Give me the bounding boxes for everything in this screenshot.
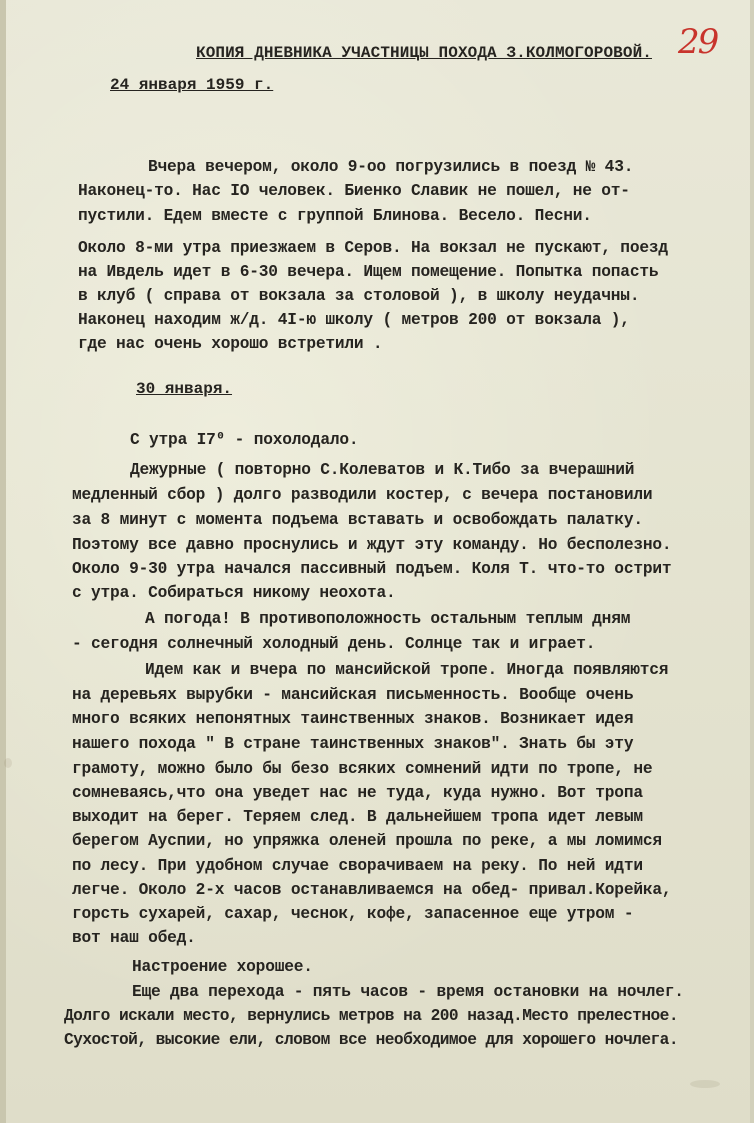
page-edge-right — [750, 0, 754, 1123]
text-line: Сухостой, высокие ели, словом все необходимое для хорошего ночлега. — [64, 1031, 678, 1049]
page-edge-shadow — [0, 0, 6, 1123]
text-line: горсть сухарей, сахар, чеснок, кофе, запасенное еще утром - — [72, 905, 634, 923]
text-line: Около 8-ми утра приезжаем в Серов. На вокзал не пускают, поезд — [78, 239, 668, 257]
document-title: КОПИЯ ДНЕВНИКА УЧАСТНИЦЫ ПОХОДА З.КОЛМОГОРОВОЙ. — [196, 44, 652, 62]
text-line: на деревьях вырубки - мансийская письменность. Вообще очень — [72, 686, 634, 704]
text-line: С утра I7⁰ - похолодало. — [130, 431, 359, 449]
entry-date: 24 января 1959 г. — [110, 76, 274, 94]
text-line: пустили. Едем вместе с группой Блинова. Весело. Песни. — [78, 207, 592, 225]
text-line: в клуб ( справа от вокзала за столовой ), в школу неудачны. — [78, 287, 640, 305]
text-line: по лесу. При удобном случае сворачиваем на реку. По ней идти — [72, 857, 643, 875]
paper-stain — [4, 758, 12, 768]
text-line: Наконец-то. Нас IO человек. Биенко Славик не пошел, не от- — [78, 182, 630, 200]
text-line: на Ивдель идет в 6-30 вечера. Ищем помещение. Попытка попасть — [78, 263, 659, 281]
text-line: Долго искали место, вернулись метров на 200 назад.Место прелестное. — [64, 1007, 678, 1025]
text-line: Настроение хорошее. — [132, 958, 313, 976]
entry-date: 30 января. — [136, 380, 233, 398]
text-line: где нас очень хорошо встретили . — [78, 335, 383, 353]
text-line: Около 9-30 утра начался пассивный подъем. Коля Т. что-то острит — [72, 560, 672, 578]
text-line: Поэтому все давно проснулись и ждут эту команду. Но бесполезно. — [72, 536, 672, 554]
text-line: нашего похода " В стране таинственных знаков". Знать бы эту — [72, 735, 634, 753]
text-line: Вчера вечером, около 9-оо погрузились в поезд № 43. — [148, 158, 634, 176]
paper-stain — [690, 1080, 720, 1088]
text-line: А погода! В противоположность остальным теплым дням — [145, 610, 631, 628]
text-line: сомневаясь,что она уведет нас не туда, куда нужно. Вот тропа — [72, 784, 643, 802]
text-line: выходит на берег. Теряем след. В дальнейшем тропа идет левым — [72, 808, 643, 826]
text-line: Дежурные ( повторно С.Колеватов и К.Тибо за вчерашний — [130, 461, 635, 479]
text-line: за 8 минут с момента подъема вставать и освобождать палатку. — [72, 511, 643, 529]
text-line: Наконец находим ж/д. 4I-ю школу ( метров 200 от вокзала ), — [78, 311, 630, 329]
handwritten-page-number: 29 — [678, 22, 718, 62]
text-line: много всяких непонятных таинственных знаков. Возникает идея — [72, 710, 634, 728]
text-line: Идем как и вчера по мансийской тропе. Иногда появляются — [145, 661, 669, 679]
text-line: медленный сбор ) долго разводили костер, с вечера постановили — [72, 486, 653, 504]
text-line: берегом Ауспии, но упряжка оленей прошла по реке, а мы ломимся — [72, 832, 662, 850]
text-line: грамоту, можно было бы безо всяких сомнений идти по тропе, не — [72, 760, 653, 778]
text-line: Еще два перехода - пять часов - время остановки на ночлег. — [132, 983, 684, 1001]
text-line: легче. Около 2-х часов останавливаемся на обед- привал.Корейка, — [72, 881, 672, 899]
text-line: - сегодня солнечный холодный день. Солнце так и играет. — [72, 635, 596, 653]
text-line: с утра. Собираться никому неохота. — [72, 584, 396, 602]
text-line: вот наш обед. — [72, 929, 196, 947]
